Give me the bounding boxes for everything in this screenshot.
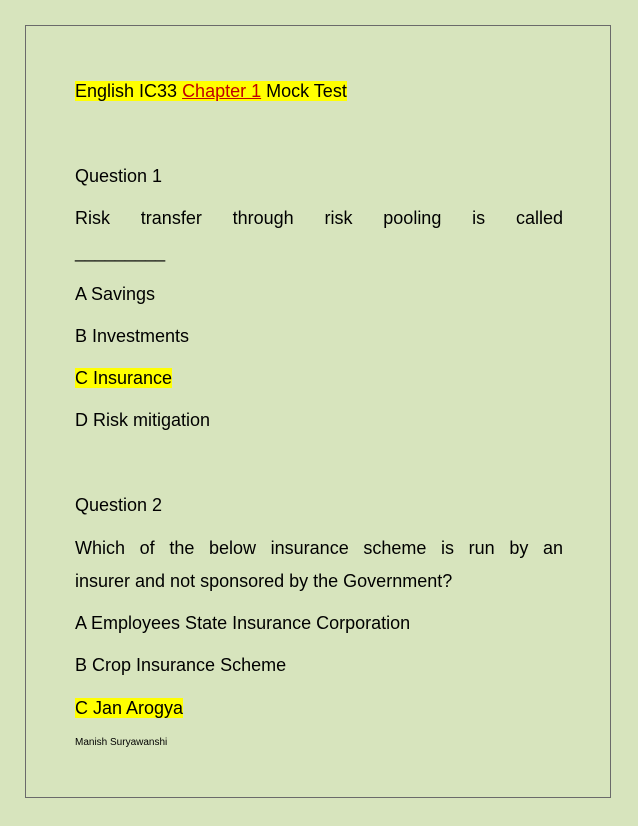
question-2-text-line-2: insurer and not sponsored by the Government? bbox=[75, 571, 453, 591]
question-2-text-line-1 bbox=[75, 536, 563, 560]
question-1-option-c bbox=[75, 366, 172, 390]
question-1-option-b: B Investments bbox=[75, 326, 190, 346]
question-2-word: the bbox=[169, 538, 195, 558]
question-2-heading: Question 2 bbox=[75, 495, 163, 515]
question-2-word: scheme bbox=[363, 538, 427, 558]
question-1-option-a: A Savings bbox=[75, 284, 156, 304]
question-1-word: risk bbox=[324, 208, 353, 228]
chapter-link[interactable]: Chapter 1 bbox=[182, 81, 262, 101]
question-1-word: called bbox=[515, 208, 563, 228]
question-2-word: Which bbox=[75, 538, 126, 558]
question-1-word: Risk bbox=[75, 208, 110, 228]
title-highlight bbox=[75, 81, 347, 101]
question-2-word: is bbox=[441, 538, 455, 558]
footer-author: Manish Suryawanshi bbox=[75, 737, 168, 748]
answer-highlight: C Jan Arogya bbox=[75, 698, 184, 718]
question-1-heading: Question 1 bbox=[75, 166, 163, 186]
question-1-option-d: D Risk mitigation bbox=[75, 410, 211, 430]
title-prefix: English IC33 bbox=[75, 81, 183, 101]
question-2-word: below bbox=[208, 538, 257, 558]
question-1-blank: _________ bbox=[75, 242, 166, 262]
question-1-word: through bbox=[232, 208, 294, 228]
question-2-word: by bbox=[509, 538, 529, 558]
question-2-word: an bbox=[542, 538, 563, 558]
question-1-text bbox=[75, 206, 563, 230]
document-title bbox=[75, 79, 347, 103]
question-1-word: pooling bbox=[383, 208, 442, 228]
question-1-word: transfer bbox=[140, 208, 202, 228]
question-2-word: insurance bbox=[270, 538, 349, 558]
question-2-option-b: B Crop Insurance Scheme bbox=[75, 655, 287, 675]
answer-highlight: C Insurance bbox=[75, 368, 173, 388]
question-2-word: of bbox=[139, 538, 155, 558]
question-1-word: is bbox=[472, 208, 486, 228]
question-2-word: run bbox=[468, 538, 495, 558]
question-2-option-a: A Employees State Insurance Corporation bbox=[75, 613, 411, 633]
question-2-option-c bbox=[75, 696, 183, 720]
title-suffix: Mock Test bbox=[261, 81, 347, 101]
